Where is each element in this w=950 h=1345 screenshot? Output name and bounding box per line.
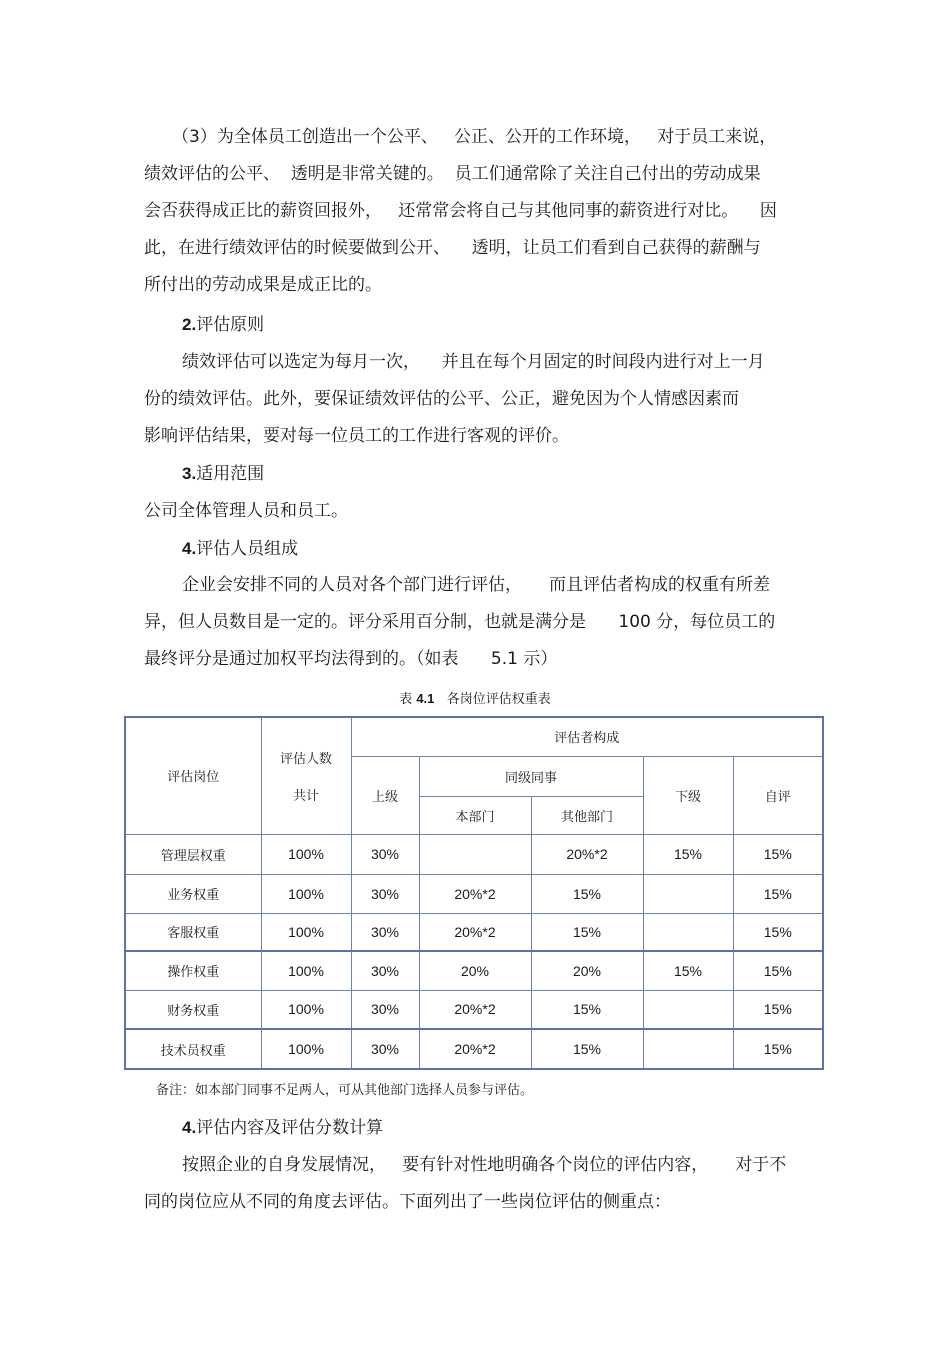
cell-position: 业务权重 xyxy=(125,874,261,913)
header-position: 评估岗位 xyxy=(125,717,261,834)
cell-total: 100% xyxy=(261,874,351,913)
cell-position: 操作权重 xyxy=(125,951,261,990)
cell-subordinate xyxy=(643,874,733,913)
cell-subordinate xyxy=(643,1029,733,1069)
cell-same-dept: 20%*2 xyxy=(419,874,531,913)
paragraph-line: （3）为全体员工创造出一个公平、 公正、公开的工作环境， 对于员工来说， xyxy=(172,127,777,147)
cell-position: 管理层权重 xyxy=(125,834,261,874)
cell-total: 100% xyxy=(261,951,351,990)
cell-other-dept: 20%*2 xyxy=(531,834,643,874)
cell-self: 15% xyxy=(733,913,823,951)
cell-same-dept: 20%*2 xyxy=(419,913,531,951)
header-peer: 同级同事 xyxy=(419,756,643,796)
paragraph-line: 按照企业的自身发展情况， 要有针对性地明确各个岗位的评估内容， 对于不 xyxy=(182,1155,787,1175)
cell-other-dept: 15% xyxy=(531,1029,643,1069)
cell-total: 100% xyxy=(261,834,351,874)
paragraph-line: 异，但人员数目是一定的。评分采用百分制，也就是满分是 100 分，每位员工的 xyxy=(144,612,776,632)
cell-total: 100% xyxy=(261,990,351,1029)
paragraph-line: 公司全体管理人员和员工。 xyxy=(144,501,348,521)
paragraph-line: 此，在进行绩效评估的时候要做到公开、 透明，让员工们看到自己获得的薪酬与 xyxy=(144,238,761,258)
cell-superior: 30% xyxy=(351,951,419,990)
header-count: 评估人数 共计 xyxy=(261,717,351,834)
paragraph-line: 份的绩效评估。此外，要保证绩效评估的公平、公正，避免因为个人情感因素而 xyxy=(144,389,739,409)
header-other-dept: 其他部门 xyxy=(531,796,643,834)
cell-total: 100% xyxy=(261,1029,351,1069)
header-self: 自评 xyxy=(733,756,823,834)
cell-self: 15% xyxy=(733,834,823,874)
cell-other-dept: 15% xyxy=(531,913,643,951)
cell-subordinate xyxy=(643,913,733,951)
cell-other-dept: 20% xyxy=(531,951,643,990)
table-row xyxy=(125,913,823,951)
header-subordinate: 下级 xyxy=(643,756,733,834)
cell-self: 15% xyxy=(733,990,823,1029)
cell-subordinate: 15% xyxy=(643,834,733,874)
cell-subordinate: 15% xyxy=(643,951,733,990)
cell-position: 财务权重 xyxy=(125,990,261,1029)
header-superior: 上级 xyxy=(351,756,419,834)
cell-same-dept: 20% xyxy=(419,951,531,990)
section-heading: 3.适用范围 xyxy=(182,464,265,484)
paragraph-line: 绩效评估可以选定为每月一次， 并且在每个月固定的时间段内进行对上一月 xyxy=(182,352,765,372)
table-row xyxy=(125,874,823,913)
section-heading: 4.评估人员组成 xyxy=(182,539,299,559)
table-row xyxy=(125,1029,823,1069)
cell-other-dept: 15% xyxy=(531,874,643,913)
paragraph-line: 所付出的劳动成果是成正比的。 xyxy=(144,275,382,295)
cell-position: 技术员权重 xyxy=(125,1029,261,1069)
cell-superior: 30% xyxy=(351,834,419,874)
section-heading: 4.评估内容及评估分数计算 xyxy=(182,1118,384,1138)
paragraph-line: 最终评分是通过加权平均法得到的。（如表 5.1 示） xyxy=(144,649,558,669)
paragraph-line: 同的岗位应从不同的角度去评估。下面列出了一些岗位评估的侧重点： xyxy=(144,1192,671,1212)
cell-superior: 30% xyxy=(351,990,419,1029)
cell-self: 15% xyxy=(733,874,823,913)
cell-total: 100% xyxy=(261,913,351,951)
paragraph-line: 会否获得成正比的薪资回报外， 还常常会将自己与其他同事的薪资进行对比。 因 xyxy=(144,201,777,221)
paragraph-line: 绩效评估的公平、 透明是非常关键的。 员工们通常除了关注自己付出的劳动成果 xyxy=(144,164,761,184)
cell-superior: 30% xyxy=(351,913,419,951)
cell-position: 客服权重 xyxy=(125,913,261,951)
cell-superior: 30% xyxy=(351,874,419,913)
cell-subordinate xyxy=(643,990,733,1029)
header-same-dept: 本部门 xyxy=(419,796,531,834)
paragraph-line: 企业会安排不同的人员对各个部门进行评估， 而且评估者构成的权重有所差 xyxy=(182,575,771,595)
section-heading: 2.评估原则 xyxy=(182,315,265,335)
table-caption: 表 4.1 各岗位评估权重表 xyxy=(399,691,551,707)
paragraph-line: 影响评估结果，要对每一位员工的工作进行客观的评价。 xyxy=(144,426,569,446)
cell-same-dept: 20%*2 xyxy=(419,1029,531,1069)
table-row xyxy=(125,990,823,1029)
table-row xyxy=(125,951,823,990)
cell-self: 15% xyxy=(733,951,823,990)
header-evaluators: 评估者构成 xyxy=(351,717,823,756)
cell-superior: 30% xyxy=(351,1029,419,1069)
weights-table xyxy=(124,716,824,1070)
cell-same-dept: 20%*2 xyxy=(419,990,531,1029)
cell-self: 15% xyxy=(733,1029,823,1069)
table-note: 备注：如本部门同事不足两人，可从其他部门选择人员参与评估。 xyxy=(156,1083,534,1098)
cell-same-dept xyxy=(419,834,531,874)
cell-other-dept: 15% xyxy=(531,990,643,1029)
table-row xyxy=(125,834,823,874)
